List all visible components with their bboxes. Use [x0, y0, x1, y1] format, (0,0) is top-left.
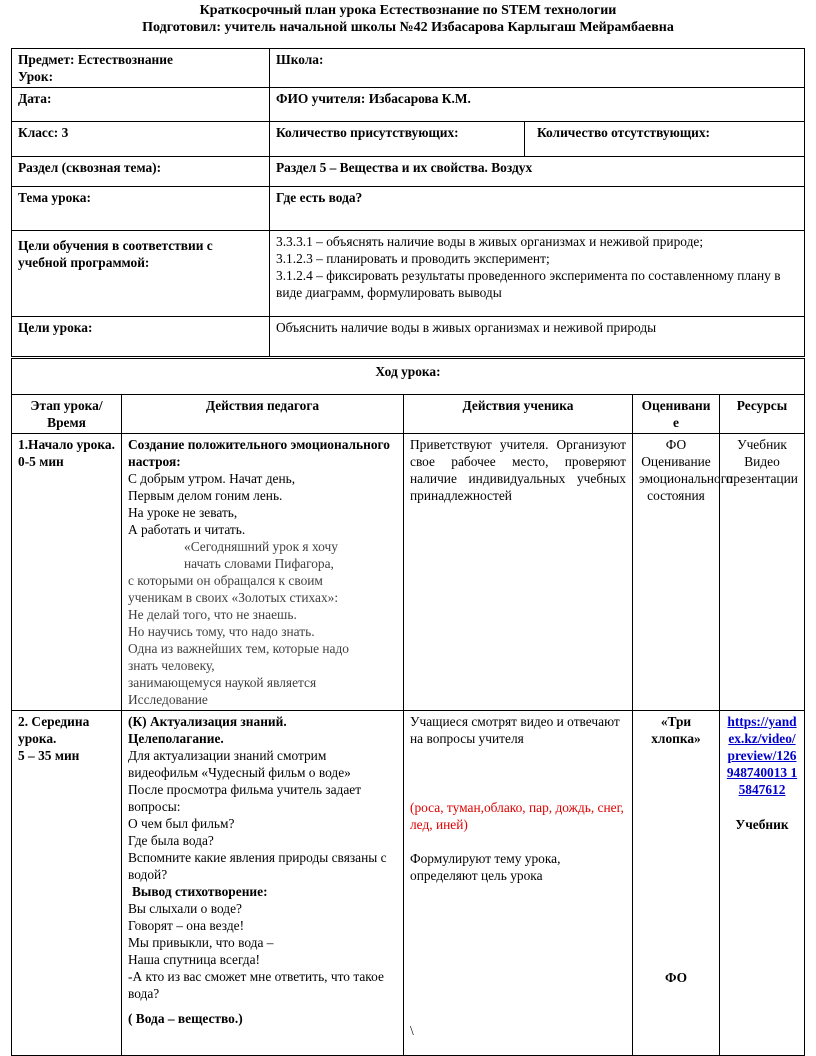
stage-time: 5 – 35 мин [18, 748, 80, 763]
poem-line: Первым делом гоним лень. [128, 488, 283, 503]
resources-middle [720, 711, 805, 1056]
stage-name: 2. Середина урока. [18, 714, 90, 746]
stage-time: 0-5 мин [18, 454, 64, 469]
header-resources: Ресурсы [720, 395, 805, 434]
poem-line: -А кто из вас сможет мне ответить, что такое вода? [128, 969, 384, 1001]
topic-label: Тема урока: [12, 187, 270, 231]
resource-item: презентации [726, 471, 798, 486]
header-teacher: Действия педагога [122, 395, 404, 434]
assessment-line: Оценивание [641, 454, 711, 469]
conclusion: ( Вода – вещество.) [128, 1011, 243, 1026]
assessment-line: ФО [665, 437, 687, 452]
header-assessment: Оценивание [633, 395, 720, 434]
stage-name: 1.Начало урока. [18, 437, 115, 452]
goal-item: 3.3.3.1 – объяснять наличие воды в живых организмах и неживой природе; [276, 234, 704, 249]
goal-item: 3.1.2.3 – планировать и проводить эксперимент; [276, 251, 550, 266]
assessment-start [633, 434, 733, 711]
teacher-text: Для актуализации знаний смотрим видеофильм «Чудесный фильм о воде» [128, 748, 351, 780]
quote-line: занимающемуся наукой является [128, 675, 317, 690]
topic-value: Где есть вода? [270, 187, 805, 231]
teacher-actions-middle [122, 711, 404, 1056]
header-stage: Этап урока/ Время [12, 395, 122, 434]
quote-line: «Сегодняшний урок я хочу [184, 539, 338, 554]
teacher-actions-start [122, 434, 404, 711]
document-title: Краткосрочный план урока Естествознание по STEM технологии [199, 3, 617, 18]
present-label: Количество присутствующих: [270, 122, 525, 157]
course-table [11, 358, 805, 1056]
video-link[interactable]: https://yandex.kz/video/preview/126948740013 15847612 [726, 714, 798, 797]
assessment-line: состояния [647, 488, 705, 503]
assessment-method: «Три хлопка» [651, 714, 701, 746]
goals-cell [270, 231, 805, 317]
student-text: Формулируют тему урока, определяют цель урока [410, 851, 561, 883]
quote-line: ученикам в своих «Золотых стихах»: [128, 590, 339, 605]
lesson-goals-label: Цели урока: [12, 317, 270, 357]
header-student: Действия ученика [404, 395, 633, 434]
poem-line: Мы привыкли, что вода – [128, 935, 274, 950]
quote-line: начать словами Пифагора, [184, 556, 334, 571]
quote-line: Но научись тому, что надо знать. [128, 624, 315, 639]
teacher-heading: Создание положительного эмоционального настроя: [128, 437, 390, 469]
goals-label: Цели обучения в соответствии с учебной программой: [12, 231, 270, 317]
stage-start [12, 434, 122, 711]
goal-item: 3.1.2.4 – фиксировать результаты проведенного эксперимента по составленному плану в виде диаграмм, формулировать выводы [276, 268, 781, 300]
course-title: Ход урока: [12, 359, 805, 395]
lesson-label: Урок: [18, 69, 54, 84]
resource-book: Учебник [735, 817, 789, 832]
quote-line: Исследование [128, 692, 208, 707]
teacher-label: ФИО учителя: Избасарова К.М. [270, 88, 805, 122]
date-label: Дата: [12, 88, 270, 122]
lesson-goals-value: Объяснить наличие воды в живых организмах и неживой природы [270, 317, 805, 357]
assessment-fo: ФО [664, 970, 688, 985]
document-author: Подготовил: учитель начальной школы №42 Избасарова Карлыгаш Мейрамбаевна [142, 20, 674, 35]
section-value: Раздел 5 – Вещества и их свойства. Воздух [270, 157, 805, 187]
poem-line: А работать и читать. [128, 522, 246, 537]
section-label: Раздел (сквозная тема): [12, 157, 270, 187]
teacher-text: О чем был фильм? [128, 816, 235, 831]
class-label: Класс: 3 [12, 122, 270, 157]
teacher-heading: Целеполагание. [128, 731, 224, 746]
poem-line: Наша спутница всегда! [128, 952, 260, 967]
quote-line: Не делай того, что не знаешь. [128, 607, 297, 622]
student-actions-start: Приветствуют учителя. Организуют свое рабочее место, проверяют наличие индивидуальных учебных принадлежностей [404, 434, 633, 711]
student-mark: \ [410, 1023, 414, 1038]
resources-start [720, 434, 805, 711]
assessment-middle [633, 711, 720, 1056]
poem-line: С добрым утром. Начат день, [128, 471, 296, 486]
student-answers: (роса, туман,облако, пар, дождь, снег, лед, иней) [410, 800, 624, 832]
teacher-heading: (К) Актуализация знаний. [128, 714, 287, 729]
student-text: Учащиеся смотрят видео и отвечают на вопросы учителя [410, 714, 620, 746]
poem-line: Говорят – она везде! [128, 918, 245, 933]
quote-line: с которыми он обращался к своим [128, 573, 323, 588]
school-label: Школа: [270, 49, 805, 88]
resource-item: Видео [744, 454, 780, 469]
subject-cell [12, 49, 270, 88]
teacher-text: Вспомните какие явления природы связаны с водой? [128, 850, 387, 882]
teacher-text: Где была вода? [128, 833, 214, 848]
teacher-text: После просмотра фильма учитель задает вопросы: [128, 782, 362, 814]
stage-middle [12, 711, 122, 1056]
assessment-line: эмоционального [639, 471, 733, 486]
student-actions-middle [404, 711, 633, 1056]
poem-line: Вы слыхали о воде? [128, 901, 242, 916]
resource-item: Учебник [737, 437, 787, 452]
absent-label: Количество отсутствующих: [525, 122, 805, 157]
poem-line: На уроке не зевать, [128, 505, 238, 520]
info-table [11, 48, 805, 357]
quote-line: Одна из важнейших тем, которые надо [128, 641, 349, 656]
quote-line: знать человеку, [128, 658, 215, 673]
poem-heading: Вывод стихотворение: [132, 884, 268, 899]
subject-label: Предмет: Естествознание [18, 52, 173, 67]
